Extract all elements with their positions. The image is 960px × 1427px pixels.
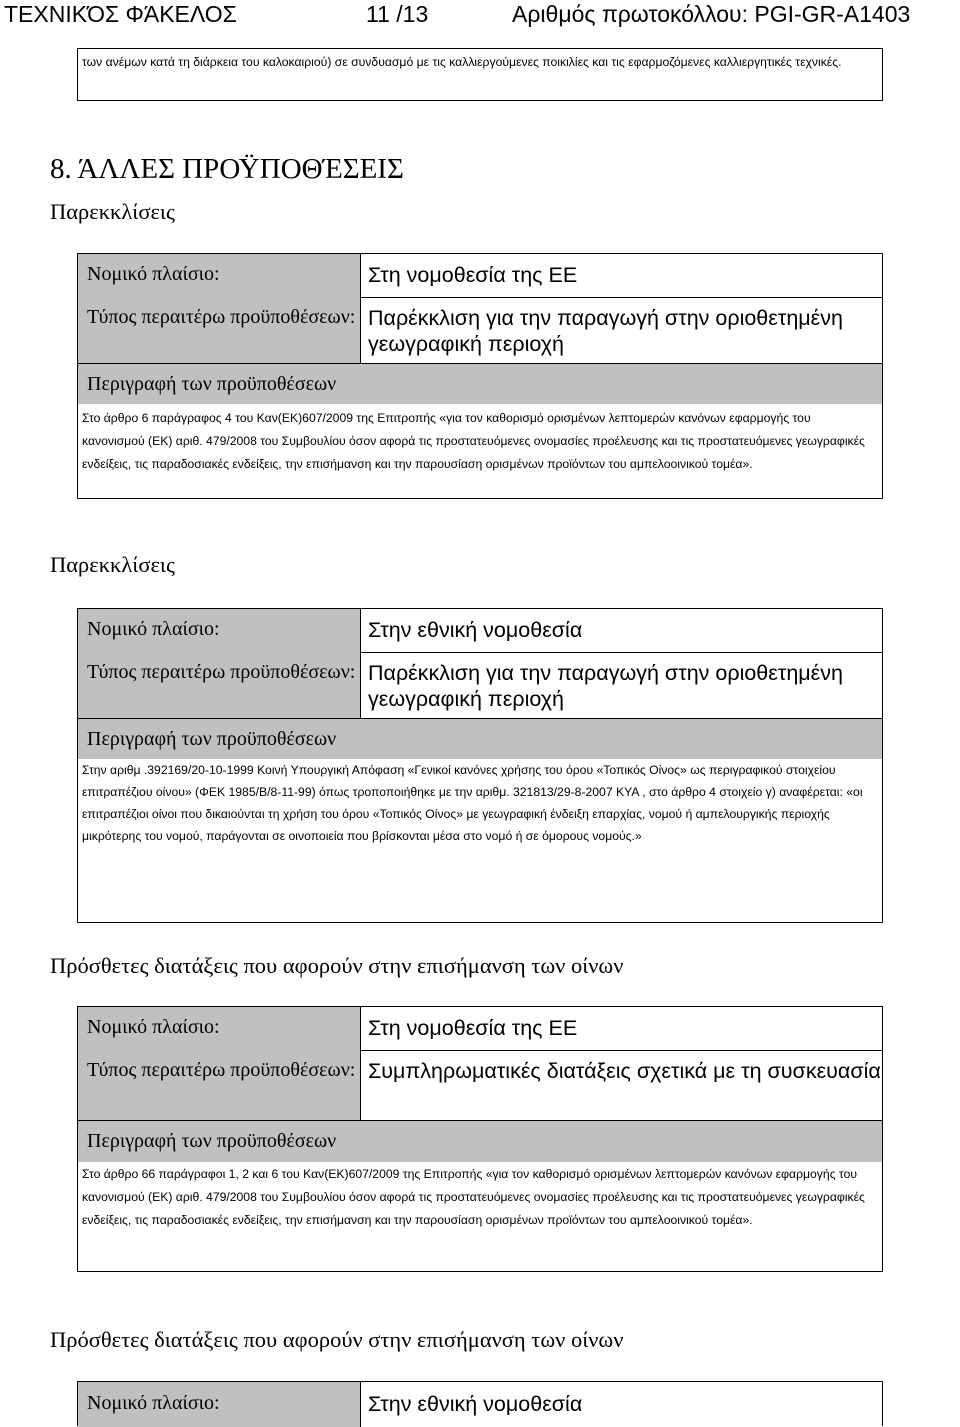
condition-type-value: Παρέκκλιση για την παραγωγή στην οριοθετημένη γεωγραφική περιοχή	[360, 652, 882, 718]
row-separator	[360, 652, 882, 653]
block-3-heading: Πρόσθετες διατάξεις που αφορούν στην επισήμανση των οίνων	[50, 953, 624, 978]
legal-framework-label: Νομικό πλαίσιο:	[78, 1382, 360, 1427]
block-1-table	[77, 253, 883, 499]
block-4-table	[77, 1381, 883, 1426]
legal-framework-label: Νομικό πλαίσιο:	[78, 1007, 360, 1050]
block-2-table	[77, 608, 883, 923]
legal-framework-value: Στη νομοθεσία της ΕΕ	[360, 254, 882, 297]
condition-type-label: Τύπος περαιτέρω προϋποθέσεων:	[78, 1050, 360, 1120]
section-title: 8. ΆΛΛΕΣ ΠΡΟΫΠΟΘΈΣΕΙΣ	[50, 153, 404, 185]
row-separator	[360, 297, 882, 298]
header-page-number: 11 /13	[366, 1, 429, 27]
legal-framework-value: Στην εθνική νομοθεσία	[360, 1382, 882, 1427]
block-2-heading: Παρεκκλίσεις	[50, 552, 175, 577]
description-text: Στην αριθμ .392169/20-10-1999 Κοινή Υπουργική Απόφαση «Γενικοί κανόνες χρήσης του όρου «Τοπικός Οίνος» ως περιγραφικού στοιχείου επιτραπέζιου οίνου» (ΦΕΚ 1985/Β/8-11-99) όπως τροποποιήθηκε με την αριθμ. 321813/29-8-2007 ΚΥΑ , στο άρθρο 4 στοιχείο γ) αναφέρεται: «οι επιτραπέζιοι οίνοι που δικαιούνται τη χρήση του όρου «Τοπικός Οίνος» με γεωγραφική ένδειξη επαρχίας, νομού ή αμπελουργικής περιοχής μικρότερης του νομού, παράγονται σε οινοποιεία που βρίσκονται μέσα στο νομό ή σε όμορους νομούς.»	[82, 763, 863, 843]
condition-type-value: Παρέκκλιση για την παραγωγή στην οριοθετημένη γεωγραφική περιοχή	[360, 297, 882, 363]
description-label: Περιγραφή των προϋποθέσεων	[78, 1120, 882, 1162]
block-1-heading: Παρεκκλίσεις	[50, 199, 175, 224]
row-separator	[360, 1050, 882, 1051]
header-protocol-number: Αριθμός πρωτοκόλλου: PGI-GR-A1403	[512, 1, 911, 27]
continuation-text: των ανέμων κατά τη διάρκεια του καλοκαιριού) σε συνδυασμό με τις καλλιεργούμενες ποικιλίες και τις εφαρμοζόμενες καλλιεργητικές τεχνικές.	[82, 55, 842, 69]
description-label: Περιγραφή των προϋποθέσεων	[78, 718, 882, 759]
condition-type-label: Τύπος περαιτέρω προϋποθέσεων:	[78, 652, 360, 718]
legal-framework-label: Νομικό πλαίσιο:	[78, 609, 360, 652]
block-3-table	[77, 1006, 883, 1272]
condition-type-value: Συμπληρωματικές διατάξεις σχετικά με τη συσκευασία	[360, 1050, 882, 1120]
condition-type-label: Τύπος περαιτέρω προϋποθέσεων:	[78, 297, 360, 363]
description-label: Περιγραφή των προϋποθέσεων	[78, 363, 882, 404]
description-text: Στο άρθρο 6 παράγραφος 4 του Καν(ΕΚ)607/2009 της Επιτροπής «για τον καθορισμό ορισμένων λεπτομερών κανόνων εφαρμογής του κανονισμού (ΕΚ) αριθ. 479/2008 του Συμβουλίου όσον αφορά τις προστατευόμενες ονομασίες προέλευσης και τις προστατευόμενες γεωγραφικές ενδείξεις, τις παραδοσιακές ενδείξεις, την επισήμανση και την παρουσίαση ορισμένων προϊόντων του αμπελοοινικού τομέα».	[82, 411, 865, 471]
block-4-heading: Πρόσθετες διατάξεις που αφορούν στην επισήμανση των οίνων	[50, 1327, 624, 1352]
legal-framework-value: Στη νομοθεσία της ΕΕ	[360, 1007, 882, 1050]
legal-framework-label: Νομικό πλαίσιο:	[78, 254, 360, 297]
legal-framework-value: Στην εθνική νομοθεσία	[360, 609, 882, 652]
description-text: Στο άρθρο 66 παράγραφοι 1, 2 και 6 του Καν(ΕΚ)607/2009 της Επιτροπής «για τον καθορισμό ορισμένων λεπτομερών κανόνων εφαρμογής του κανονισμού (ΕΚ) αριθ. 479/2008 του Συμβουλίου όσον αφορά τις προστατευόμενες ονομασίες προέλευσης και τις προστατευόμενες γεωγραφικές ενδείξεις, τις παραδοσιακές ενδείξεις, την επισήμανση και την παρουσίαση ορισμένων προϊόντων του αμπελοοινικού τομέα».	[82, 1167, 865, 1227]
continuation-box	[77, 48, 883, 101]
header-title: ΤΕΧΝΙΚΌΣ ΦΆΚΕΛΟΣ	[4, 1, 237, 27]
